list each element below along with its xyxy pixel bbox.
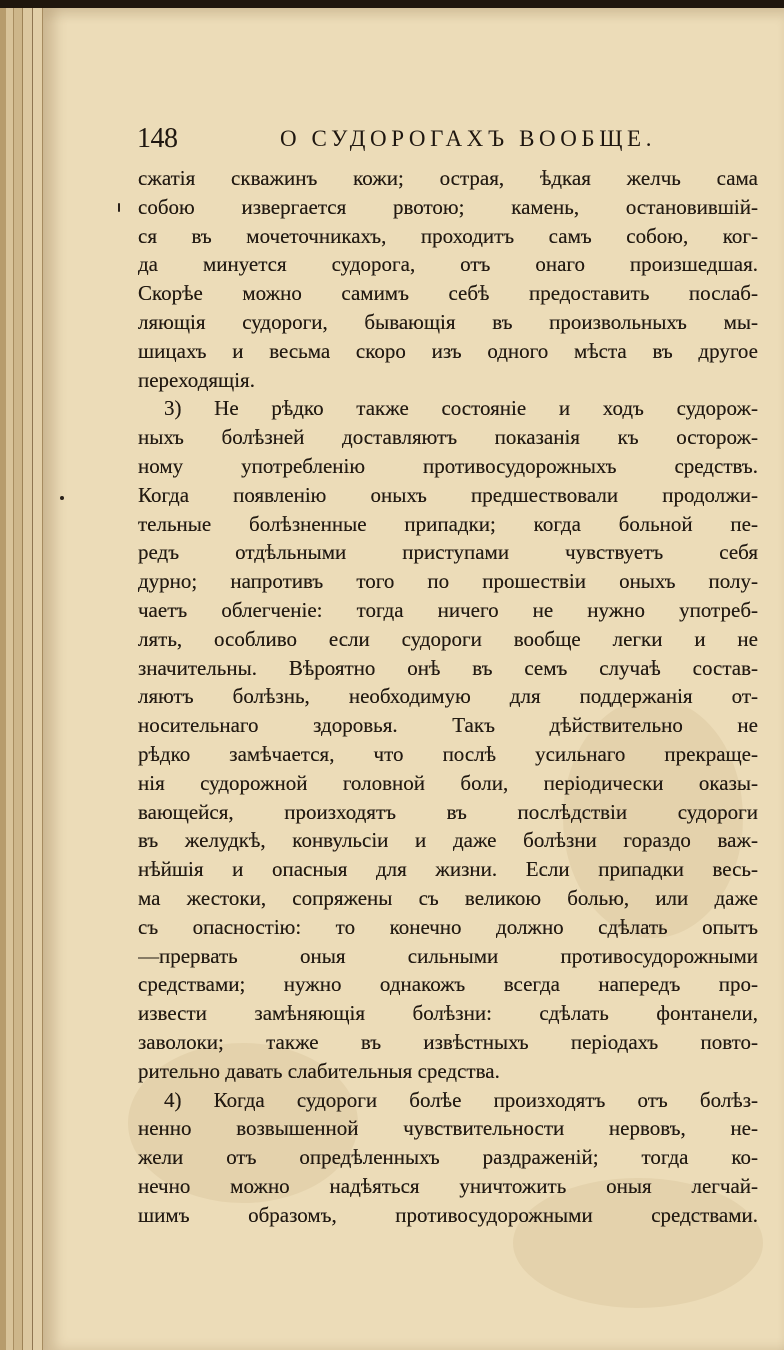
text-line: рѣдко замѣчается, что послѣ усильнаго прекраще- xyxy=(138,741,758,766)
ink-mark xyxy=(60,496,64,500)
text-line: собою извергается рвотою; камень, остановившій- xyxy=(138,194,758,219)
text-line: съ опасностію: то конечно должно сдѣлать опытъ xyxy=(138,914,758,939)
page-number: 148 xyxy=(137,123,178,154)
body-text xyxy=(138,164,758,1229)
text-line: вающейся, произходятъ въ послѣдствіи судороги xyxy=(138,799,758,824)
text-line: извести замѣняющія болѣзни: сдѣлать фонтанели, xyxy=(138,1001,758,1026)
top-shadow xyxy=(0,0,784,8)
text-line: лять, особливо если судороги вообще легки и не xyxy=(138,626,758,651)
text-line: шимъ образомъ, противосудорожными средствами. xyxy=(138,1202,758,1227)
text-line: —прервать оныя сильными противосудорожными xyxy=(138,943,758,968)
book-edge xyxy=(6,0,14,1350)
text-line: средствами; нужно однакожъ всегда напередъ про- xyxy=(138,972,758,997)
text-line: нечно можно надѣяться уничтожить оныя легчай- xyxy=(138,1173,758,1198)
paragraph-start: 3) Не рѣдко также состояніе и ходъ судорож- xyxy=(164,396,758,421)
text-line: ному употребленію противосудорожныхъ средствъ. xyxy=(138,453,758,478)
text-line: въ желудкѣ, конвульсіи и даже болѣзни гораздо важ- xyxy=(138,828,758,853)
text-line: да минуется судорога, отъ онаго произшедшая. xyxy=(138,252,758,277)
text-line: сжатія скважинъ кожи; острая, ѣдкая желчь сама xyxy=(138,166,758,190)
book-edge xyxy=(33,0,43,1350)
text-line: ся въ мочеточникахъ, проходитъ самъ собою, ког- xyxy=(138,223,758,248)
text-line: шицахъ и весьма скоро изъ одного мѣста въ другое xyxy=(138,338,758,363)
text-line: чаетъ облегченіе: тогда ничего не нужно употреб- xyxy=(138,597,758,622)
text-line: ляютъ болѣзнь, необходимую для поддержанія от- xyxy=(138,684,758,709)
ink-mark xyxy=(118,203,120,212)
text-line: ляющія судороги, бывающія въ произвольныхъ мы- xyxy=(138,309,758,334)
text-line: ма жестоки, сопряжены съ великою болью, или даже xyxy=(138,885,758,910)
text-line: нія судорожной головной боли, періодически оказы- xyxy=(138,770,758,795)
text-line: дурно; напротивъ того по прошествіи оныхъ полу- xyxy=(138,569,758,594)
text-line: нѣйшія и опасныя для жизни. Если припадки весь- xyxy=(138,857,758,882)
text-line: Когда появленію оныхъ предшествовали продолжи- xyxy=(138,482,758,507)
text-line: рительно давать слабительныя средства. xyxy=(138,1058,500,1083)
text-line: редъ отдѣльными приступами чувствуетъ себя xyxy=(138,540,758,565)
text-line: значительны. Вѣроятно онѣ въ семъ случаѣ состав- xyxy=(138,655,758,680)
running-title: О СУДОРОГАХЪ ВООБЩЕ. xyxy=(279,126,657,151)
text-line: ныхъ болѣзней доставляютъ показанія къ осторож- xyxy=(138,425,758,450)
text-line: ненно возвышенной чувствительности нервовъ, не- xyxy=(138,1116,758,1141)
paragraph-start: 4) Когда судороги болѣе произходятъ отъ болѣз- xyxy=(164,1087,758,1112)
text-line: Скорѣе можно самимъ себѣ предоставить послаб- xyxy=(138,281,758,306)
book-edge xyxy=(23,0,33,1350)
text-line: переходящія. xyxy=(138,367,255,392)
page-header xyxy=(137,118,727,164)
text-line: носительнаго здоровья. Такъ дѣйствительно не xyxy=(138,713,758,738)
book-edge xyxy=(14,0,23,1350)
text-line: заволоки; также въ извѣстныхъ періодахъ повто- xyxy=(138,1029,758,1054)
text-line: жели отъ опредѣленныхъ раздраженій; тогда ко- xyxy=(138,1145,758,1170)
text-line: тельные болѣзненные припадки; когда больной пе- xyxy=(138,511,758,536)
